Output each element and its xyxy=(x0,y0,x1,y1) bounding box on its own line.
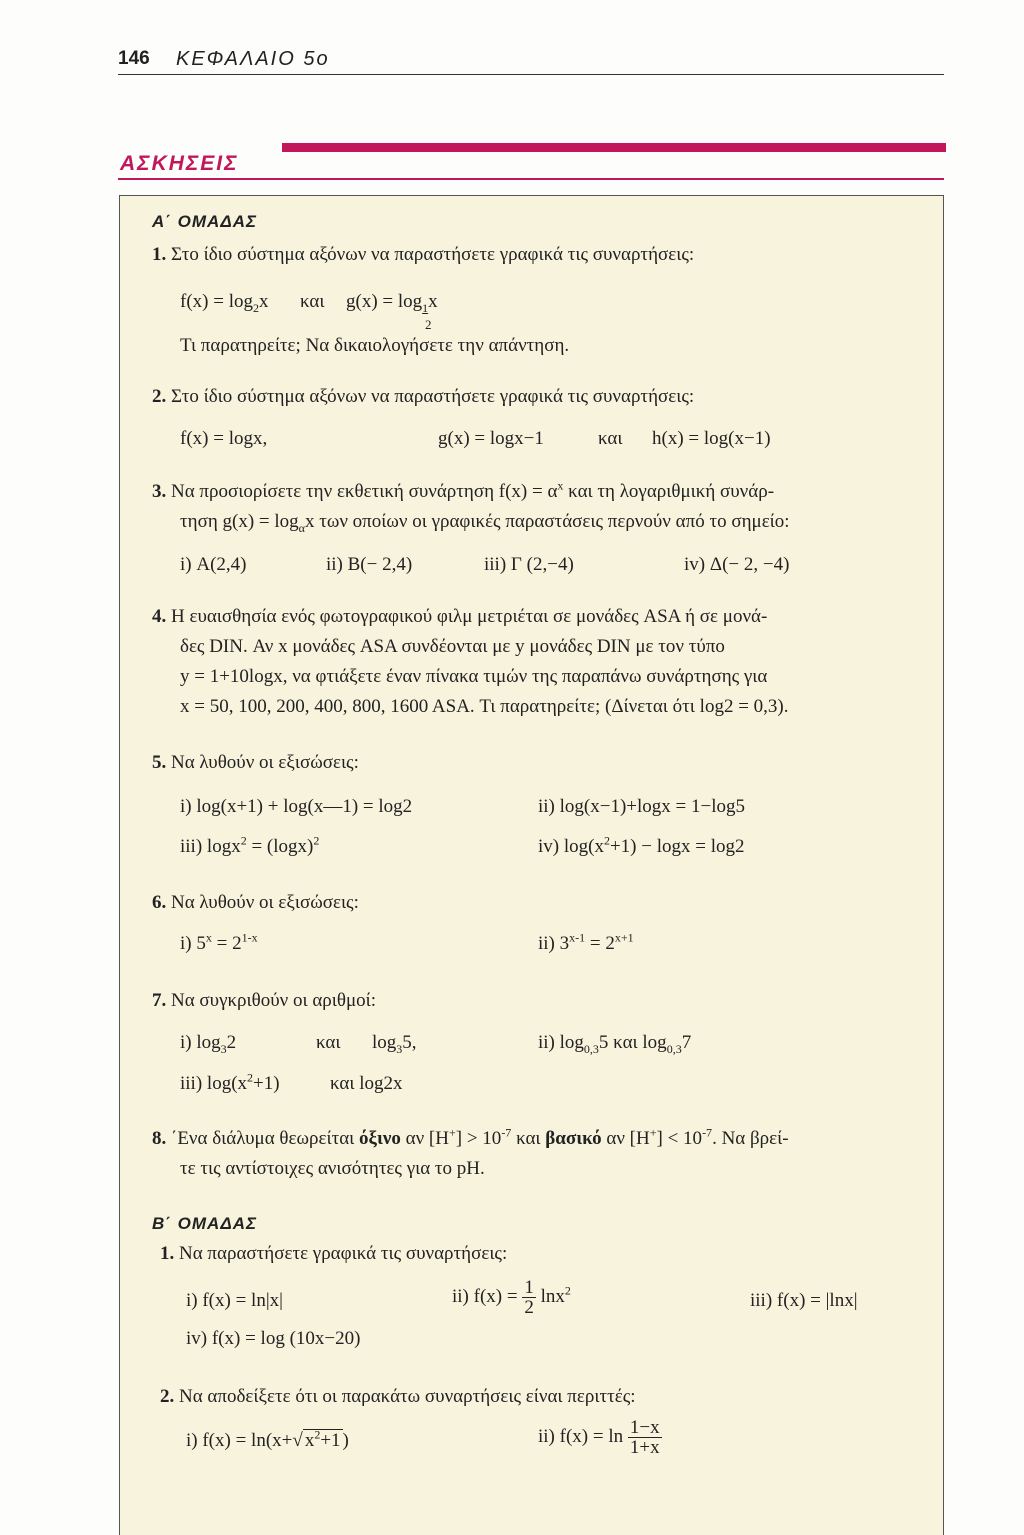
exercise-a3-point-4: iv) Δ(− 2, −4) xyxy=(684,554,790,575)
exercise-b2: 2. Να αποδείξετε ότι οι παρακάτω συναρτήσεις είναι περιττές: xyxy=(160,1386,636,1407)
exercise-b1-i: i) f(x) = ln|x| xyxy=(186,1290,283,1311)
exercise-a4-line4: x = 50, 100, 200, 400, 800, 1600 ASA. Τι παρατηρείτε; (Δίνεται ότι log2 = 0,3). xyxy=(180,696,789,717)
exercise-a3-point-2: ii) Β(− 2,4) xyxy=(326,554,413,575)
section-underline xyxy=(118,178,944,180)
exercise-a5-i: i) log(x+1) + log(x—1) = log2 xyxy=(180,796,413,817)
page-number: 146 xyxy=(118,48,150,69)
exercise-a8-line1: 8. ΄Ενα διάλυμα θεωρείται όξινο αν $[H^+] > 10^{-7}$ και βασικό αν $[H^+] < 10^{-7}$. Να βρεί- xyxy=(152,1125,789,1149)
group-b-title: Β΄ ΟΜΑΔΑΣ xyxy=(152,1214,258,1233)
exercise-a4-line1: 4. Η ευαισθησία ενός φωτογραφικού φιλμ μετριέται σε μονάδες ASA ή σε μονά- xyxy=(152,606,768,627)
exercise-a1-g: $g(x) = \log_1x$ xyxy=(346,291,438,315)
exercise-a3-point-3: iii) Γ (2,−4) xyxy=(484,554,574,575)
exercise-a5-iv: iv) $\log(x^2+1) - \log x = \log 2$ xyxy=(538,833,745,857)
exercise-a7-ii: ii) $\log_{0,3}5$ και $\log_{0,3}7$ xyxy=(538,1032,692,1056)
exercise-a7-i-first: i) $\log_32$ xyxy=(180,1032,237,1056)
page-header xyxy=(118,48,944,75)
exercise-a6-i: i) $5^x = 2^{1-x}$ xyxy=(180,930,258,954)
exercise-b1-iii: iii) f(x) = |lnx| xyxy=(750,1290,858,1311)
exercise-a8-line2: τε τις αντίστοιχες ανισότητες για το pH. xyxy=(180,1158,485,1179)
exercise-a3-line2: τηση $g(x) = \log_\alpha x$ των οποίων οι γραφικές παραστάσεις περνούν από το σημείο: xyxy=(180,511,790,535)
exercise-a7: 7. Να συγκριθούν οι αριθμοί: xyxy=(152,990,377,1011)
exercise-b1-ii: ii) f(x) = $\frac{1}{2}$ lnx$^2$ xyxy=(452,1277,571,1319)
exercise-a4-line2: δες DIN. Αν x μονάδες ASA συνδέονται με y μονάδες DIN με τον τύπο xyxy=(180,636,725,657)
exercise-a7-i-second: $\log_35$, xyxy=(372,1032,417,1056)
exercise-a3-point-1: i) Α(2,4) xyxy=(180,554,247,575)
exercise-a6-ii: ii) $3^{x-1} = 2^{x+1}$ xyxy=(538,930,634,954)
exercise-b2-i: i) f(x) = ln(x+√ $x^2+1$ ) xyxy=(186,1427,349,1451)
exercise-a5-iii: iii) $\log x^2 = (\log x)^2$ xyxy=(180,833,320,857)
exercise-a7-i-and: και xyxy=(316,1032,341,1053)
exercise-a7-iii-first: iii) $\log(x^2+1)$ xyxy=(180,1070,280,1094)
exercise-a2-f: f(x) = logx, xyxy=(180,428,268,449)
exercise-a1: 1. Στο ίδιο σύστημα αξόνων να παραστήσετε γραφικά τις συναρτήσεις: xyxy=(152,244,695,265)
exercise-a2-g: g(x) = logx−1 xyxy=(438,428,544,449)
exercise-a1-g-base-den: 2 xyxy=(425,317,432,332)
exercise-a5: 5. Να λυθούν οι εξισώσεις: xyxy=(152,752,359,773)
section-title: ΑΣΚΗΣΕΙΣ xyxy=(120,152,239,175)
exercise-a2-and: και xyxy=(598,428,623,449)
group-a-title: Α΄ ΟΜΑΔΑΣ xyxy=(152,212,258,231)
exercise-b1: 1. Να παραστήσετε γραφικά τις συναρτήσεις: xyxy=(160,1243,508,1264)
exercise-a2-h: h(x) = log(x−1) xyxy=(652,428,771,449)
exercise-a5-ii: ii) log(x−1)+logx = 1−log5 xyxy=(538,796,745,817)
exercise-a4-line3: y = 1+10logx, να φτιάξετε έναν πίνακα τιμών της παραπάνω συνάρτησης για xyxy=(180,666,768,687)
exercise-a7-iii-second: και log2x xyxy=(330,1073,403,1094)
exercise-b1-iv: iv) f(x) = log (10x−20) xyxy=(186,1328,361,1349)
chapter-title: ΚΕΦΑΛΑΙΟ 5ο xyxy=(176,48,330,70)
exercise-a3-line1: 3. Να προσιορίσετε την εκθετική συνάρτηση $f(x) = \alpha^x$ και τη λογαριθμική συνάρ- xyxy=(152,478,775,502)
exercise-b2-ii: ii) f(x) = ln $\frac{1-x}{1+x}$ xyxy=(538,1417,660,1459)
exercise-a1-note: Τι παρατηρείτε; Να δικαιολογήσετε την απάντηση. xyxy=(180,335,570,356)
exercise-a1-and: και xyxy=(300,291,325,312)
exercise-a1-f: $f(x) = \log_2x$ xyxy=(180,291,269,315)
exercise-a6: 6. Να λυθούν οι εξισώσεις: xyxy=(152,892,359,913)
section-bar xyxy=(282,143,946,152)
exercise-a2: 2. Στο ίδιο σύστημα αξόνων να παραστήσετε γραφικά τις συναρτήσεις: xyxy=(152,386,695,407)
